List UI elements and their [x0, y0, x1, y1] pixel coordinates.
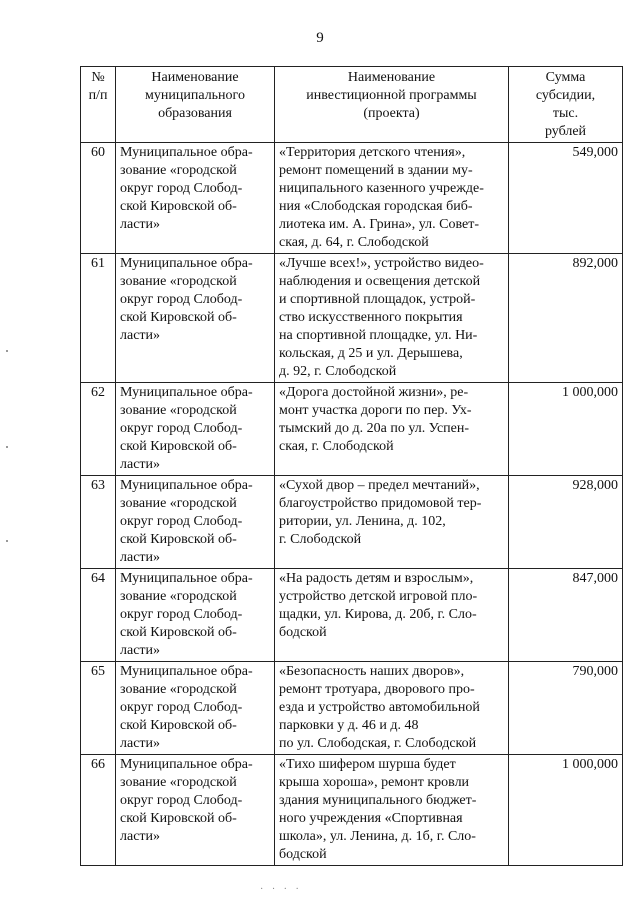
row-municipality: Муниципальное обра- зование «городской округ город Слобод- ской Кировской об- ласти»	[116, 755, 275, 866]
scan-artifact-dots: · · · ·	[260, 884, 302, 895]
row-project: «Территория детского чтения», ремонт помещений в здании му- ниципального казенного учрежде- ния «Слободская городская биб- лиотека им. А. Грина», ул. Совет- ская, д. 64, г. Слободской	[275, 143, 509, 254]
row-municipality: Муниципальное обра- зование «городской округ город Слобод- ской Кировской об- ласти»	[116, 143, 275, 254]
row-number: 64	[81, 569, 116, 662]
table-row	[81, 476, 623, 569]
row-municipality: Муниципальное обра- зование «городской округ город Слобод- ской Кировской об- ласти»	[116, 569, 275, 662]
scan-margin-specks	[6, 350, 8, 550]
subsidy-table	[80, 66, 623, 866]
table-row	[81, 755, 623, 866]
row-project: «Сухой двор – предел мечтаний», благоустройство придомовой тер- ритории, ул. Ленина, д. 102, г. Слободской	[275, 476, 509, 569]
row-number: 61	[81, 254, 116, 383]
table-header-row	[81, 67, 623, 143]
row-project: «Дорога достойной жизни», ре- монт участка дороги по пер. Ух- тымский до д. 20а по ул. Успен- ская, г. Слободской	[275, 383, 509, 476]
row-amount: 847,000	[509, 569, 623, 662]
row-municipality: Муниципальное обра- зование «городской округ город Слобод- ской Кировской об- ласти»	[116, 383, 275, 476]
row-amount: 549,000	[509, 143, 623, 254]
table-row	[81, 662, 623, 755]
table-row	[81, 143, 623, 254]
row-amount: 1 000,000	[509, 755, 623, 866]
row-amount: 1 000,000	[509, 383, 623, 476]
table-row	[81, 383, 623, 476]
row-project: «На радость детям и взрослым», устройство детской игровой пло- щадки, ул. Кирова, д. 20б, г. Сло- бодской	[275, 569, 509, 662]
table-row	[81, 569, 623, 662]
row-project: «Безопасность наших дворов», ремонт тротуара, дворового про- езда и устройство автомобильной парковки у д. 46 и д. 48 по ул. Слободская, г. Слободской	[275, 662, 509, 755]
row-municipality: Муниципальное обра- зование «городской округ город Слобод- ской Кировской об- ласти»	[116, 476, 275, 569]
header-amount: Сумма субсидии, тыс. рублей	[509, 67, 623, 143]
row-amount: 892,000	[509, 254, 623, 383]
row-amount: 928,000	[509, 476, 623, 569]
row-number: 63	[81, 476, 116, 569]
row-amount: 790,000	[509, 662, 623, 755]
row-municipality: Муниципальное обра- зование «городской округ город Слобод- ской Кировской об- ласти»	[116, 662, 275, 755]
header-municipality: Наименование муниципального образования	[116, 67, 275, 143]
table-row	[81, 254, 623, 383]
row-number: 65	[81, 662, 116, 755]
header-number: № п/п	[81, 67, 116, 143]
page-number: 9	[316, 30, 324, 46]
row-number: 66	[81, 755, 116, 866]
row-number: 62	[81, 383, 116, 476]
row-number: 60	[81, 143, 116, 254]
row-project: «Тихо шифером шурша будет крыша хороша», ремонт кровли здания муниципального бюджет- ного учреждения «Спортивная школа», ул. Ленина, д. 1б, г. Сло- бодской	[275, 755, 509, 866]
row-municipality: Муниципальное обра- зование «городской округ город Слобод- ской Кировской об- ласти»	[116, 254, 275, 383]
row-project: «Лучше всех!», устройство видео- наблюдения и освещения детской и спортивной площадок, устрой- ство искусственного покрытия на спортивной площадке, ул. Ни- кольская, д 25 и ул. Дерышева, д. 92, г. Слободской	[275, 254, 509, 383]
header-project: Наименование инвестиционной программы (проекта)	[275, 67, 509, 143]
